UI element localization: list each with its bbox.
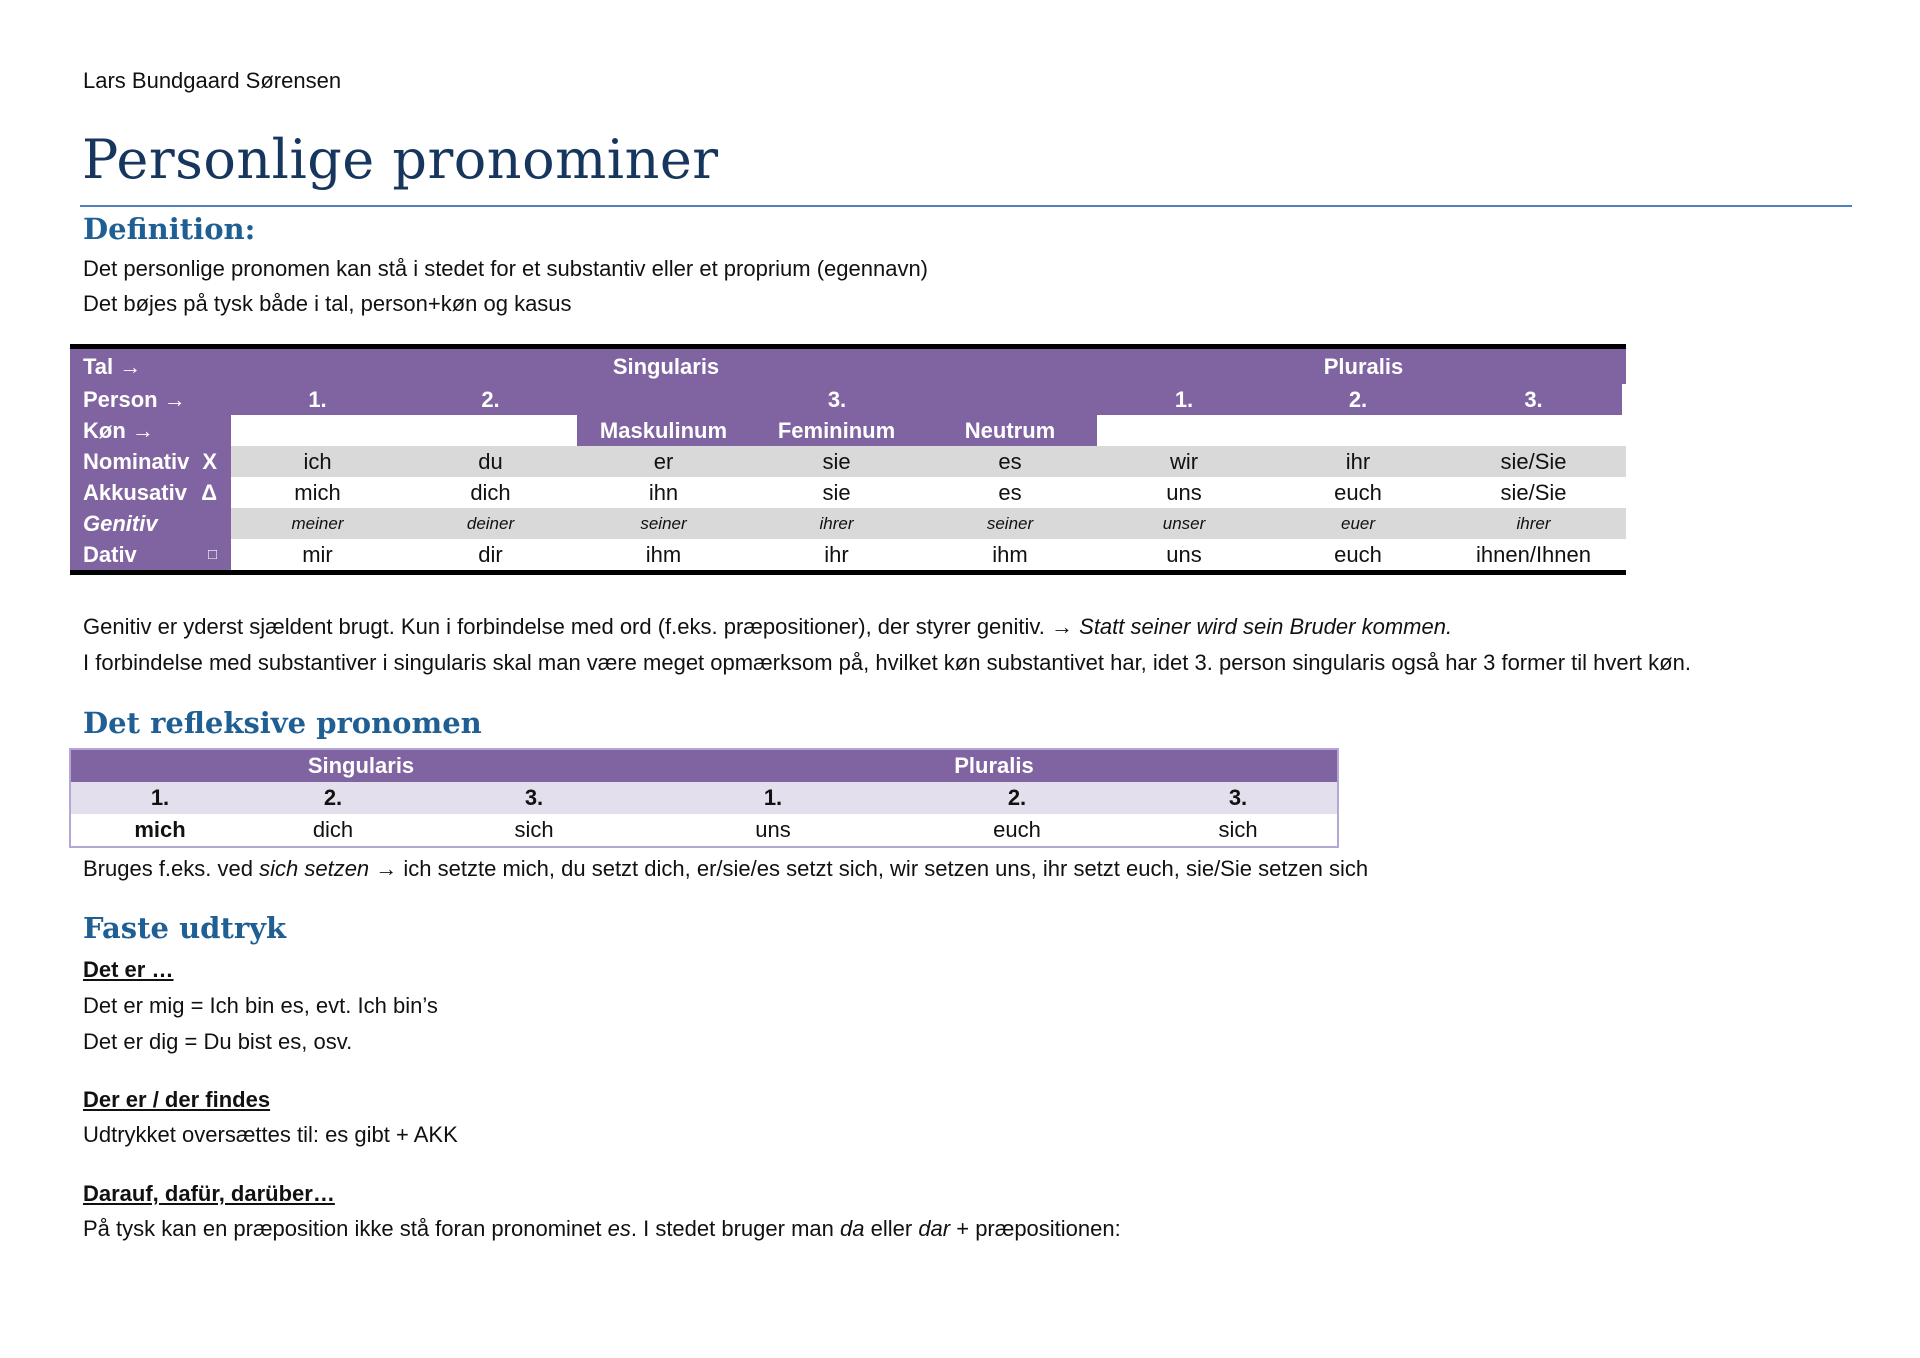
definition-line-2: Det bøjes på tysk både i tal, person+køn og kasus [83,291,572,316]
table-row-dativ [70,539,1626,570]
personal-pronoun-table [70,344,1626,575]
singularis-header: Singularis [231,349,1101,384]
nominativ-label: Nominativ X [70,446,231,477]
gender-note: I forbindelse med substantiver i singularis skal man være meget opmærksom på, hvilket køn substantivet har, idet 3. person singularis også har 3 former til hvert køn. [83,650,1691,675]
darauf-line: På tysk kan en præposition ikke stå foran pronominet es. I stedet bruger man da eller dar + præpositionen: [83,1216,1121,1241]
cell: ihrer [1516,513,1551,533]
cell: euch [1334,541,1382,567]
cell: unser [1162,513,1206,533]
kon-empty-left [231,415,577,446]
cell: euch [993,817,1041,842]
cell: sie/Sie [1500,448,1567,474]
cell: 1. [150,785,170,810]
det-er-title: Det er … [83,957,174,982]
dativ-label: Dativ □ [70,539,231,570]
cell: 3. [524,785,544,810]
cell: es [998,448,1022,474]
cell: deiner [466,513,515,533]
cell: uns [755,817,791,842]
table-row-number [71,750,1337,782]
table-row-kon [70,415,1626,446]
genitiv-note: Genitiv er yderst sjældent brugt. Kun i forbindelse med ord (f.eks. præpositioner), der styrer genitiv. → Statt seiner wird sein Bruder kommen. [83,614,1453,639]
tal-label: Tal → [70,349,231,384]
cell: dich [312,817,354,842]
cell: sie [822,448,851,474]
table-row-tal [70,349,1626,384]
person-2-sg: 2. [404,384,577,415]
cell: seiner [986,513,1034,533]
kon-label: Køn → [70,415,231,446]
table-row-forms [71,814,1337,846]
definition-heading: Definition: [83,212,256,246]
cell: sie [822,479,851,505]
gender-femininum: Femininum [750,415,923,446]
gender-neutrum: Neutrum [923,415,1097,446]
table-row-persons [71,782,1337,814]
cell: uns [1166,479,1202,505]
table-row-person [70,384,1626,415]
table-row-nominativ [70,446,1626,477]
cell: ihm [645,541,682,567]
cell: ihrer [819,513,854,533]
cell: ihnen/Ihnen [1476,541,1591,567]
person-1-sg: 1. [231,384,404,415]
author-name: Lars Bundgaard Sørensen [83,68,342,93]
cell: ihm [992,541,1028,567]
page-title: Personlige pronominer [82,128,719,191]
det-er-line-1: Det er mig = Ich bin es, evt. Ich bin’s [83,993,438,1018]
genitiv-label: Genitiv [70,508,231,539]
table-row-genitiv [70,508,1626,539]
kon-empty-right [1097,415,1622,446]
person-1-pl: 1. [1097,384,1271,415]
cell: ihr [1345,448,1371,474]
cell: 2. [1007,785,1027,810]
darauf-title: Darauf, dafür, darüber… [83,1181,335,1206]
cell: wir [1169,448,1199,474]
cell: ihn [648,479,679,505]
cell: dich [470,479,511,505]
gender-maskulinum: Maskulinum [577,415,750,446]
cell: sich [1218,817,1258,842]
cell: meiner [291,513,344,533]
cell: seiner [640,513,687,533]
reflexive-heading: Det refleksive pronomen [83,706,482,740]
pluralis-header: Pluralis [1101,349,1626,384]
cell: 3. [1228,785,1248,810]
definition-line-1: Det personlige pronomen kan stå i stedet for et substantiv eller et proprium (egennavn) [83,256,929,281]
cell: ich [303,448,332,474]
cell: euch [1334,479,1382,505]
cell: 2. [323,785,343,810]
cell: sich [514,817,554,842]
table-row-akkusativ [70,477,1626,508]
reflexive-table [69,748,1339,848]
cell: du [478,448,503,474]
cell: mich [134,817,186,842]
cell: 1. [763,785,783,810]
person-2-pl: 2. [1271,384,1445,415]
cell: mir [302,541,333,567]
reflexive-usage: Bruges f.eks. ved sich setzen → ich setzte mich, du setzt dich, er/sie/es setzt sich, wir setzen uns, ihr setzt euch, sie/Sie setzen sich [83,856,1369,881]
akkusativ-label: Akkusativ Δ [70,477,231,508]
det-er-line-2: Det er dig = Du bist es, osv. [83,1029,353,1054]
cell: es [998,479,1022,505]
person-3-sg: 3. [577,384,1097,415]
person-label: Person → [70,384,231,415]
cell: euer [1340,513,1376,533]
cell: dir [478,541,503,567]
cell: mich [294,479,341,505]
reflexive-singularis: Singularis [71,750,651,782]
cell: uns [1166,541,1202,567]
person-3-pl: 3. [1445,384,1622,415]
reflexive-pluralis: Pluralis [651,750,1337,782]
faste-heading: Faste udtryk [83,911,287,945]
cell: er [653,448,674,474]
title-underline [80,205,1852,207]
der-er-title: Der er / der findes [83,1087,271,1112]
der-er-line: Udtrykket oversættes til: es gibt + AKK [83,1122,458,1147]
cell: ihr [824,541,849,567]
cell: sie/Sie [1500,479,1567,505]
